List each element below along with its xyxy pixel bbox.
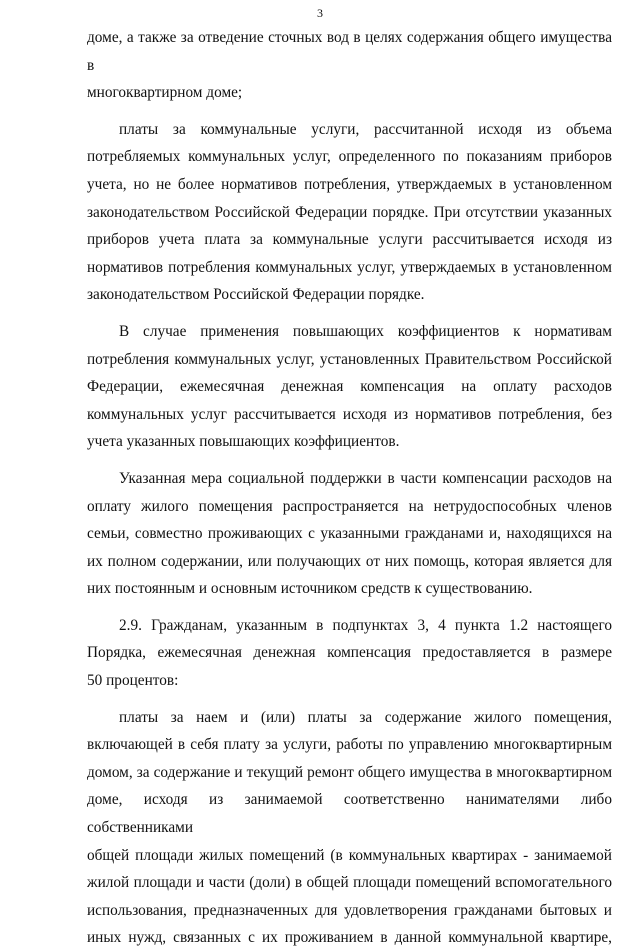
text-line: потребления коммунальных услуг, установленных Правительством Российской <box>87 350 612 368</box>
text-line: законодательством Российской Федерации порядке. <box>87 286 425 304</box>
paragraph-1 <box>87 24 612 107</box>
text-line: включающей в себя плату за услуги, работы по управлению многоквартирным <box>87 736 612 754</box>
text-line: домом, за содержание и текущий ремонт общего имущества в многоквартирном <box>87 763 612 781</box>
text-line: Порядка, ежемесячная денежная компенсация предоставляется в размере <box>87 644 612 662</box>
paragraph-3 <box>87 318 612 456</box>
text-line: законодательством Российской Федерации порядке. При отсутствии указанных <box>87 203 612 221</box>
text-line: приборов учета плата за коммунальные услуги рассчитывается исходя из <box>87 231 612 249</box>
document-body <box>87 24 612 952</box>
text-line: доме, исходя из занимаемой соответственно нанимателями либо собственниками <box>87 791 612 837</box>
text-line: жилой площади и части (доли) в общей площади помещений вспомогательного <box>87 874 612 892</box>
page-number: 3 <box>317 6 323 20</box>
text-line: доме, а также за отведение сточных вод в целях содержания общего имущества в <box>87 29 612 74</box>
text-line: коммунальных услуг рассчитывается исходя из нормативов потребления, без <box>87 405 612 423</box>
text-line: иных нужд, связанных с их проживанием в данной коммунальной квартире, <box>87 929 612 947</box>
text-line: учета, но не более нормативов потребления, утверждаемых в установленном <box>87 175 612 193</box>
text-line: семьи, совместно проживающих с указанными гражданами и, находящихся на <box>87 525 612 543</box>
paragraph-6 <box>87 704 612 952</box>
text-line: 50 процентов: <box>87 672 179 690</box>
text-line: платы за наем и (или) платы за содержание жилого помещения, <box>119 708 612 726</box>
text-line: них постоянным и основным источником средств к существованию. <box>87 580 533 598</box>
text-line: многоквартирном доме; <box>87 84 243 102</box>
text-line: платы за коммунальные услуги, рассчитанной исходя из объема <box>119 120 612 138</box>
text-line: использования, предназначенных для удовлетворения гражданами бытовых и <box>87 901 612 919</box>
text-line: В случае применения повышающих коэффициентов к нормативам <box>119 322 612 340</box>
text-line: 2.9. Гражданам, указанным в подпунктах 3, 4 пункта 1.2 настоящего <box>119 616 612 634</box>
paragraph-4 <box>87 465 612 603</box>
paragraph-2 <box>87 116 612 309</box>
text-line: их полном содержании, или получающих от них помощь, которая является для <box>87 552 612 570</box>
paragraph-5 <box>87 612 612 695</box>
text-line: общей площади жилых помещений (в коммунальных квартирах - занимаемой <box>87 846 612 864</box>
text-line: Федерации, ежемесячная денежная компенсация на оплату расходов <box>87 378 612 396</box>
text-line: нормативов потребления коммунальных услуг, утверждаемых в установленном <box>87 258 612 276</box>
text-line: потребляемых коммунальных услуг, определенного по показаниям приборов <box>87 148 612 166</box>
text-line: учета указанных повышающих коэффициентов. <box>87 433 400 451</box>
text-line: оплату жилого помещения распространяется на нетрудоспособных членов <box>87 497 612 515</box>
text-line: Указанная мера социальной поддержки в части компенсации расходов на <box>119 469 612 487</box>
